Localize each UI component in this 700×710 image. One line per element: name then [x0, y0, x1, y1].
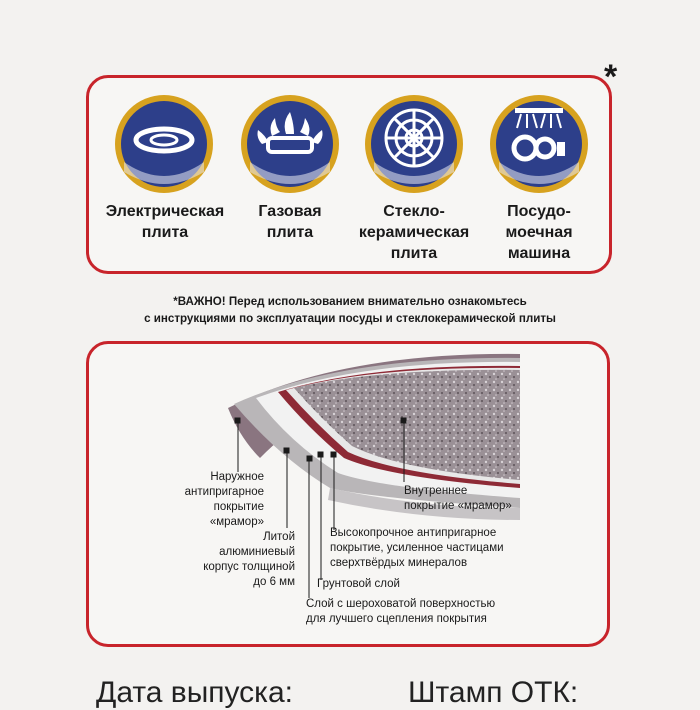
- release-date-label: Дата выпуска:: [96, 676, 293, 709]
- cast-body-label: Литой алюминиевый корпус толщиной до 6 мм: [203, 531, 295, 588]
- warning-line-2: с инструкциями по эксплуатации посуды и стеклокерамической плиты: [144, 312, 556, 325]
- electric-hob-label: Электрическая плита: [105, 203, 225, 241]
- warning-line-1: *ВАЖНО! Перед использованием внимательно ознакомьтесь: [173, 295, 527, 308]
- qc-stamp-label: Штамп ОТК:: [408, 676, 579, 709]
- outer-coating-label: Наружное антипригарное покрытие «мрамор»: [184, 471, 264, 528]
- rough-layer-label: Слой с шероховатой поверхностью для лучшего сцепления покрытия: [306, 598, 496, 625]
- inner-coating-label: Внутреннее покрытие «мрамор»: [404, 485, 512, 512]
- glass-ceramic-label: Стекло- керамическая плита: [358, 203, 470, 262]
- asterisk: *: [604, 58, 618, 96]
- dishwasher-label: Посудо- моечная машина: [505, 203, 573, 262]
- gas-hob-label: Газовая плита: [258, 203, 322, 241]
- high-strength-coating-label: Высокопрочное антипригарное покрытие, усиленное частицами сверхтвёрдых минералов: [330, 527, 504, 569]
- primer-layer-label: Грунтовой слой: [317, 578, 400, 590]
